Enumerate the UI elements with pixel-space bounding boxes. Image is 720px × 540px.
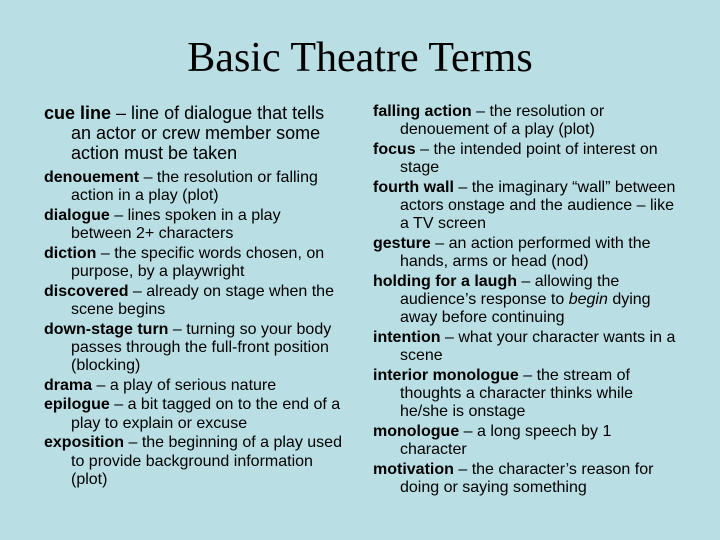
term-separator: – (168, 320, 187, 338)
term-separator: – (518, 366, 537, 384)
term-item (44, 283, 344, 319)
term-item (373, 273, 678, 328)
term-separator: – (453, 460, 472, 478)
term-word: focus (373, 140, 416, 158)
term-definition: a bit tagged on to the end of a play to explain or excuse (71, 396, 341, 432)
term-separator: – (440, 328, 459, 346)
term-word: down-stage turn (44, 320, 169, 338)
term-definition: the resolution or denouement of a play (plot) (400, 103, 605, 139)
term-item (373, 103, 678, 139)
term-word: dialogue (44, 206, 110, 224)
term-item (44, 396, 344, 432)
term-separator: – (415, 140, 434, 158)
term-definition: the stream of thoughts a character thinks while he/she is onstage (400, 366, 634, 421)
term-item (44, 434, 344, 489)
term-item (44, 377, 344, 395)
term-separator: – (109, 396, 128, 414)
term-separator: – (459, 422, 478, 440)
term-item (373, 179, 678, 234)
term-definition: already on stage when the scene begins (71, 282, 334, 318)
term-word: holding for a laugh (373, 272, 517, 290)
term-definition-emphasis: begin (568, 291, 608, 309)
left-term-list (44, 103, 344, 490)
term-definition: the intended point of interest on stage (400, 140, 658, 177)
term-item (373, 461, 678, 497)
term-word: falling action (373, 103, 472, 120)
term-item (44, 207, 344, 243)
term-definition: the character’s reason for doing or saying something (400, 460, 654, 497)
term-item (44, 321, 344, 376)
term-word: gesture (373, 234, 431, 252)
term-word: discovered (44, 282, 129, 300)
term-separator: – (109, 206, 128, 224)
term-definition: the specific words chosen, on purpose, by a playwright (71, 244, 325, 281)
term-separator: – (96, 244, 115, 262)
term-separator: – (471, 103, 490, 120)
term-item (44, 245, 344, 281)
term-separator: – (128, 282, 147, 300)
term-separator: – (139, 169, 157, 186)
term-definition: the imaginary “wall” between actors onstage and the audience – like a TV screen (400, 178, 676, 233)
page-title: Basic Theatre Terms (187, 35, 533, 81)
term-definition: a play of serious nature (109, 376, 277, 394)
term-item (373, 423, 678, 459)
term-item (373, 141, 678, 177)
term-definition: an action performed with the hands, arms or head (nod) (400, 234, 651, 271)
term-word: exposition (44, 434, 125, 452)
term-separator: – (124, 434, 142, 452)
term-separator: – (430, 234, 449, 252)
term-word: interior monologue (373, 366, 519, 384)
term-item (373, 367, 678, 422)
term-word: epilogue (44, 396, 110, 414)
term-word: intention (373, 328, 441, 346)
term-separator: – (516, 272, 535, 290)
term-separator: – (111, 103, 132, 123)
term-separator: – (453, 178, 472, 196)
term-definition: what your character wants in a scene (400, 328, 676, 365)
term-definition: lines spoken in a play between 2+ characters (71, 206, 281, 243)
term-definition: a long speech by 1 character (400, 422, 612, 459)
term-definition: allowing the audience’s response to (400, 272, 620, 309)
term-definition: the beginning of a play used to provide background information (plot) (71, 434, 342, 488)
term-item (44, 169, 344, 205)
term-word: diction (44, 244, 97, 262)
term-definition-end: dying away before continuing (400, 291, 651, 327)
right-term-list (373, 103, 678, 499)
term-word: cue line (44, 103, 112, 123)
term-word: monologue (373, 422, 460, 440)
term-item (373, 235, 678, 271)
term-word: fourth wall (373, 178, 454, 196)
term-item (373, 329, 678, 365)
term-definition: line of dialogue that tells an actor or crew member some action must be taken (71, 103, 325, 163)
term-definition: turning so your body passes through the full-front position (blocking) (71, 320, 332, 375)
term-word: denouement (44, 169, 140, 186)
term-separator: – (92, 376, 110, 394)
term-definition: the resolution or falling action in a play (plot) (71, 169, 318, 205)
term-item (44, 103, 344, 163)
term-word: motivation (373, 460, 454, 478)
term-word: drama (44, 376, 93, 394)
